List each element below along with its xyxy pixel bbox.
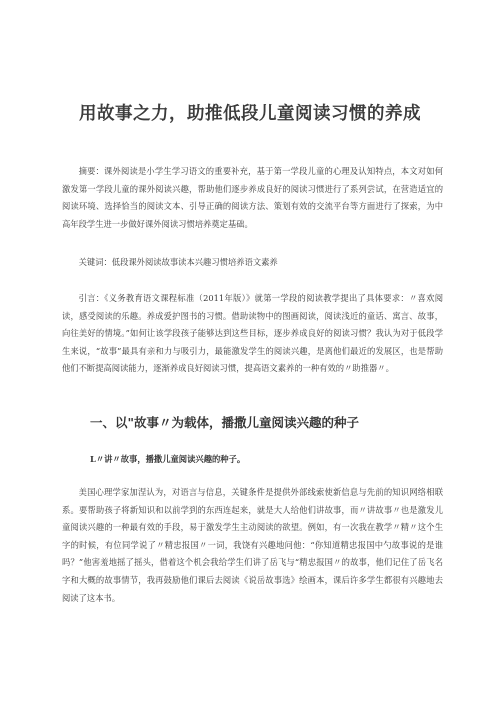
body-paragraph-1: 美国心理学家加涅认为，对语言与信息，关键条件是提供外部线索使新信息与先前的知识网络相联系。要帮助孩子将新知识和以前学到的东西连起来，就是大人给他们讲故事，而〃讲故事〃也是激发儿童阅读兴趣的一种最有效的手段，易于激发学生主动阅读的欲望。例如，有一次我在教学〃精〃这个生字的时候，有位同学说了〃精忠报国〃一词，我饶有兴趣地问他：“你知道精忠报国中勺故事说的是谁吗？”他害羞地摇了摇头，借着这个机会我给学生们讲了岳飞与“精忠报国〃的故事，他们记住了岳飞名字和大概的故事情节，我再鼓励他们课后去阅读《说岳故事选》绘画本，课后许多学生都很有兴趣地去阅读了这本书。 bbox=[62, 487, 443, 603]
keywords-line: 关键词：低段课外阅读故事读本兴趣习惯培养语文素养 bbox=[78, 257, 278, 267]
intro-paragraph: 引言：《义务教育语文课程标准（2011年版）》就第一学段的阅读教学提出了具体要求：〃喜欢阅读，感受阅读的乐趣。养成爱护图书的习惯。借助读物中的图画阅读，阅读浅近的童话、寓言、故事，向往美好的情境。”如何让该学段孩子能够达到这些目标，逐步养成良好的阅读习惯？我认为对于低段学生来说，“故事”最具有亲和力与吸引力，最能激发学生的阅读兴趣，是离他们最近的发展区，也是帮助他们不断提高阅读能力，逐渐养成良好阅读习惯，提高语文素养的一种有效的〃助推器〃。 bbox=[62, 293, 443, 374]
page-title: 用故事之力，助推低段儿童阅读习惯的养成 bbox=[79, 103, 421, 124]
section-heading-1: 一、以"故事〃为载体，播撒儿童阅读兴趣的种子 bbox=[90, 415, 360, 430]
abstract-paragraph: 摘要：课外阅读是小学生学习语文的重要补充，基于第一学段儿童的心理及认知特点，本文对如何激发第一学段儿童的课外阅读兴趣，帮助他们逐步养成良好的阅读习惯进行了系列尝试，在营造适宜的阅读环境、选择恰当的阅读文本、引导正确的阅读方法、策划有效的交流平台等方面进行了探索，为中高年段学生进一步做好课外阅读习惯培养奠定基础。 bbox=[62, 166, 443, 229]
subsection-heading-1: L〃讲〃故事，播撒儿童阅读兴趣的种子。 bbox=[90, 454, 246, 464]
